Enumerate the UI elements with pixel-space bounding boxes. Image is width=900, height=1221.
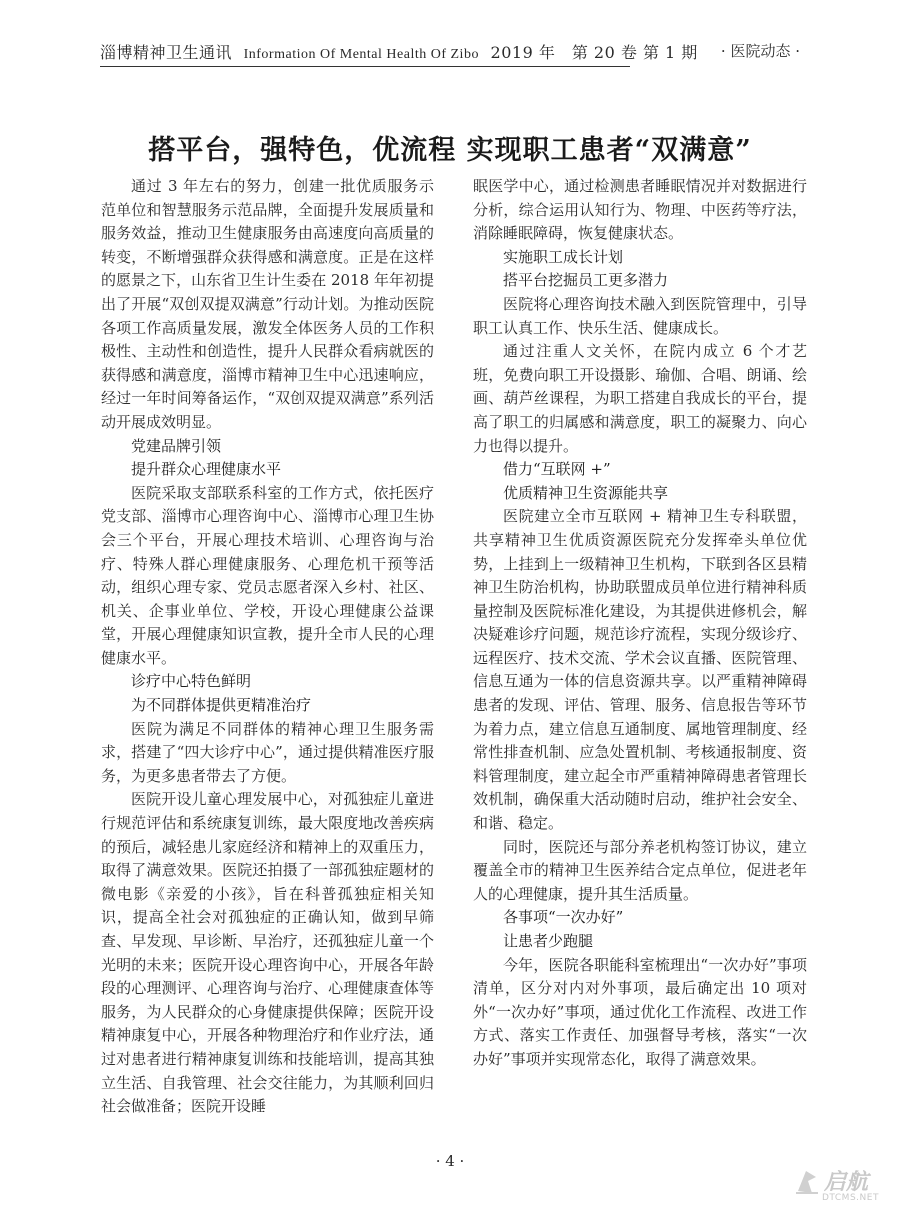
journal-name-en: Information Of Mental Health Of Zibo [243,47,479,62]
section-heading: 诊疗中心特色鲜明 [131,672,252,691]
watermark-url: DTCMS.NET [822,1193,879,1203]
left-column [101,175,434,1119]
body-paragraph: 通过 3 年左右的努力，创建一批优质服务示范单位和智慧服务示范品牌，全面提升发展质量和服务效益，推动卫生健康服务由高速度向高质量的转变，不断增强群众获得感和满意度。正是在这样的愿景之下，山东省卫生计生委在 2018 年年初提出了开展“双创双提双满意”行动计划。为推动医院各项工作高质量发展，激发全体医务人员的工作积极性、主动性和创造性，提升人民群众看病就医的获得感和满意度，淄博市精神卫生中心迅速响应，经过一年时间筹备运作，“双创双提双满意”系列活动开展成效明显。 [101,177,434,431]
section-heading: 实施职工成长计划 [503,247,624,266]
body-paragraph: 医院开设儿童心理发展中心，对孤独症儿童进行规范评估和系统康复训练，最大限度地改善疾病的预后，减轻患儿家庭经济和精神上的双重压力，取得了满意效果。医院还拍摄了一部孤独症题材的微电影《亲爱的小孩》，旨在科普孤独症相关知识，提高全社会对孤独症的正确认知，做到早筛查、早发现、早诊断、早治疗，还孤独症儿童一个光明的未来；医院开设心理咨询中心，开展各年龄段的心理测评、心理咨询与治疗、心理健康查体等服务，为人民群众的心身健康提供保障；医院开设精神康复中心，开展各种物理治疗和作业疗法，通过对患者进行精神康复训练和技能培训，提高其独立生活、自我管理、社会交往能力，为其顺利回归社会做准备；医院开设睡 [101,790,434,1116]
site-watermark [792,1163,892,1215]
section-heading: 搭平台挖掘员工更多潜力 [503,271,669,290]
section-heading: 借力“互联网 +” [503,460,611,479]
section-heading: 优质精神卫生资源能共享 [503,483,669,502]
journal-name-cn: 淄博精神卫生通讯 [100,43,233,62]
section-heading: 为不同群体提供更精准治疗 [131,696,312,715]
issue-info: 2019 年 第 20 卷 第 1 期 [490,43,698,62]
body-paragraph: 医院采取支部联系科室的工作方式，依托医疗党支部、淄博市心理咨询中心、淄博市心理卫生协会三个平台，开展心理技术培训、心理咨询与治疗、特殊人群心理健康服务、心理危机干预等活动，组织心理专家、党员志愿者深入乡村、社区、机关、企事业单位、学校，开设心理健康公益课堂，开展心理健康知识宣教，提升全市人民的心理健康水平。 [101,483,434,667]
header-rule [100,66,630,67]
article-title: 搭平台，强特色，优流程 实现职工患者“双满意” [148,135,752,167]
body-paragraph: 眠医学中心，通过检测患者睡眠情况并对数据进行分析，综合运用认知行为、物理、中医药等疗法，消除睡眠障碍，恢复健康状态。 [473,177,807,243]
section-heading: 让患者少跑腿 [503,932,594,950]
body-paragraph: 通过注重人文关怀，在院内成立 6 个才艺班，免费向职工开设摄影、瑜伽、合唱、朗诵、绘画、葫芦丝课程，为职工搭建自我成长的平台，提高了职工的归属感和满意度，职工的凝聚力、向心力也得以提升。 [473,342,807,455]
body-paragraph: 今年，医院各职能科室梳理出“一次办好”事项清单，区分对内对外事项，最后确定出 10 项对外“一次办好”事项，通过优化工作流程、改进工作方式、落实工作责任、加强督导考核，落实“一次办好”事项并实现常态化，取得了满意效果。 [473,955,807,1068]
section-heading: 各事项“一次办好” [503,908,624,927]
section-label: · 医院动态 · [720,42,800,60]
watermark-brand: 启航 [824,1170,869,1195]
page-number: · 4 · [435,1152,465,1170]
journal-info [100,40,698,63]
body-paragraph: 同时，医院还与部分养老机构签订协议，建立覆盖全市的精神卫生医养结合定点单位，促进老年人的心理健康，提升其生活质量。 [473,837,807,903]
body-paragraph: 医院将心理咨询技术融入到医院管理中，引导职工认真工作、快乐生活、健康成长。 [473,294,807,337]
body-paragraph: 医院为满足不同群体的精神心理卫生服务需求，搭建了“四大诊疗中心”，通过提供精准医疗服务，为更多患者带去了方便。 [101,719,434,785]
section-heading: 提升群众心理健康水平 [131,460,282,479]
site-logo-icon [792,1167,822,1197]
right-column [473,175,807,1072]
running-header [100,40,800,64]
section-heading: 党建品牌引领 [131,436,222,455]
body-paragraph: 医院建立全市互联网 + 精神卫生专科联盟，共享精神卫生优质资源医院充分发挥牵头单位优势，上挂到上一级精神卫生机构，下联到各区县精神卫生防治机构，协助联盟成员单位进行精神科质量控制及医院标准化建设，为其提供进修机会，解决疑难诊疗问题，规范诊疗流程，实现分级诊疗、远程医疗、技术交流、学术会议直播、医院管理、信息互通为一体的信息资源共享。以严重精神障碍患者的发现、评估、管理、服务、信息报告等环节为着力点，建立信息互通制度、属地管理制度、经常性排查机制、应急处置机制、考核通报制度、资料管理制度，建立起全市严重精神障碍患者管理长效机制，确保重大活动随时启动，维护社会安全、和谐、稳定。 [473,507,807,833]
